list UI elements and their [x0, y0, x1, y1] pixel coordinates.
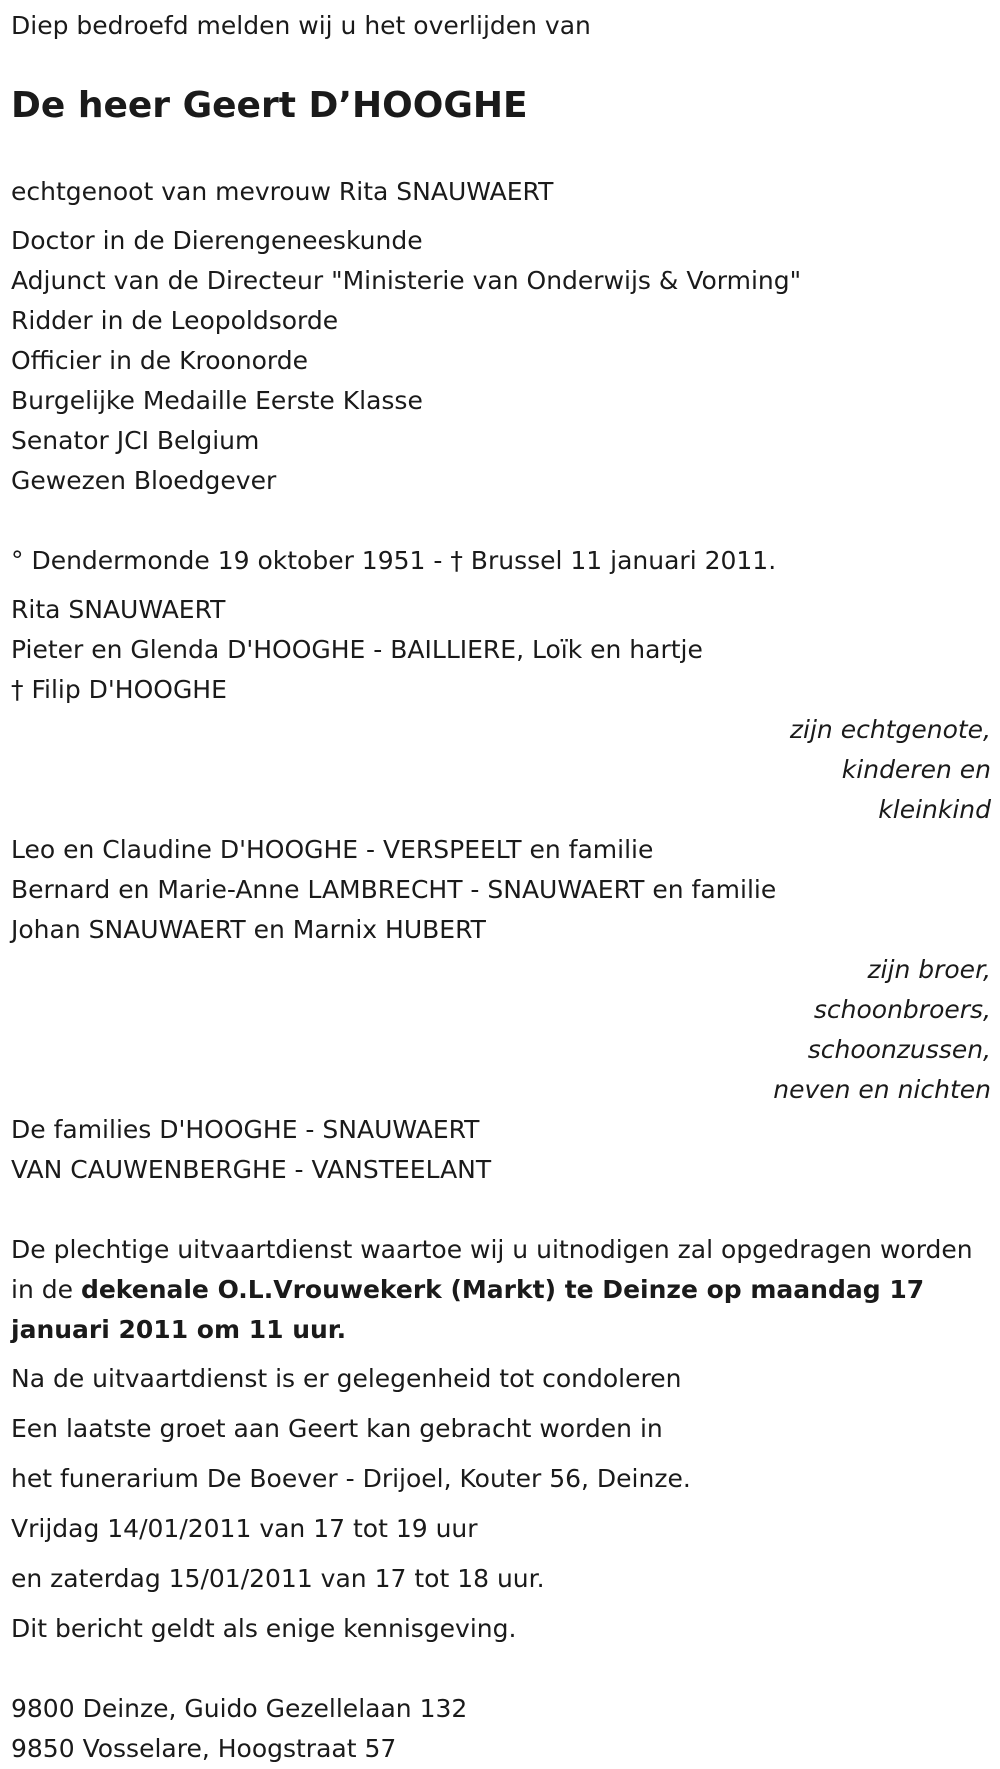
info-line: het funerarium De Boever - Drijoel, Kouter 56, Deinze.: [11, 1464, 691, 1493]
info-line: Dit bericht geldt als enige kennisgeving.: [11, 1614, 517, 1643]
titles-list: [11, 221, 993, 501]
info-line: en zaterdag 15/01/2011 van 17 tot 18 uur.: [11, 1564, 545, 1593]
death-notice: [11, 6, 993, 1769]
family-member: Rita SNAUWAERT: [11, 595, 226, 624]
family-role: zijn broer,: [867, 955, 991, 984]
family-name: De families D'HOOGHE - SNAUWAERT: [11, 1115, 480, 1144]
addresses-block: [11, 1689, 993, 1769]
service-text: De plechtige uitvaartdienst waartoe wij u uitnodigen zal opgedragen worden in de: [11, 1235, 973, 1304]
title-item: Gewezen Bloedgever: [11, 466, 277, 495]
family-role: neven en nichten: [773, 1075, 991, 1104]
info-line: Een laatste groet aan Geert kan gebracht worden in: [11, 1414, 663, 1443]
family-role: kinderen en: [841, 755, 991, 784]
family-member: Leo en Claudine D'HOOGHE - VERSPEELT en familie: [11, 835, 654, 864]
address-line: 9850 Vosselare, Hoogstraat 57: [11, 1734, 397, 1763]
title-item: Burgelijke Medaille Eerste Klasse: [11, 386, 423, 415]
family-role: schoonzussen,: [807, 1035, 991, 1064]
deceased-name: De heer Geert D’HOOGHE: [11, 85, 528, 126]
family-role: kleinkind: [878, 795, 991, 824]
family-name: VAN CAUWENBERGHE - VANSTEELANT: [11, 1155, 492, 1184]
birth-death-line: ° Dendermonde 19 oktober 1951 - † Brussel 11 januari 2011.: [11, 546, 777, 575]
title-item: Ridder in de Leopoldsorde: [11, 306, 339, 335]
family-group-2: [11, 830, 993, 1110]
family-role: zijn echtgenote,: [789, 715, 991, 744]
after-service-block: [11, 1359, 993, 1649]
families-block: [11, 1110, 993, 1190]
info-line: Vrijdag 14/01/2011 van 17 tot 19 uur: [11, 1514, 478, 1543]
family-group-1: [11, 590, 993, 830]
intro-text: Diep bedroefd melden wij u het overlijden van: [11, 11, 591, 40]
family-member: Johan SNAUWAERT en Marnix HUBERT: [11, 915, 486, 944]
info-line: Na de uitvaartdienst is er gelegenheid tot condoleren: [11, 1364, 682, 1393]
family-member: Pieter en Glenda D'HOOGHE - BAILLIERE, Loïk en hartje: [11, 635, 703, 664]
family-member: Bernard en Marie-Anne LAMBRECHT - SNAUWAERT en familie: [11, 875, 777, 904]
title-item: Doctor in de Dierengeneeskunde: [11, 226, 423, 255]
family-member: † Filip D'HOOGHE: [11, 675, 227, 704]
family-role: schoonbroers,: [813, 995, 991, 1024]
service-paragraph: [11, 1230, 993, 1350]
spouse-line: echtgenoot van mevrouw Rita SNAUWAERT: [11, 177, 554, 206]
service-location-time: dekenale O.L.Vrouwekerk (Markt) te Deinze op maandag 17 januari 2011 om 11 uur.: [11, 1275, 925, 1344]
title-item: Adjunct van de Directeur "Ministerie van Onderwijs & Vorming": [11, 266, 802, 295]
address-line: 9800 Deinze, Guido Gezellelaan 132: [11, 1694, 468, 1723]
title-item: Officier in de Kroonorde: [11, 346, 309, 375]
title-item: Senator JCI Belgium: [11, 426, 260, 455]
